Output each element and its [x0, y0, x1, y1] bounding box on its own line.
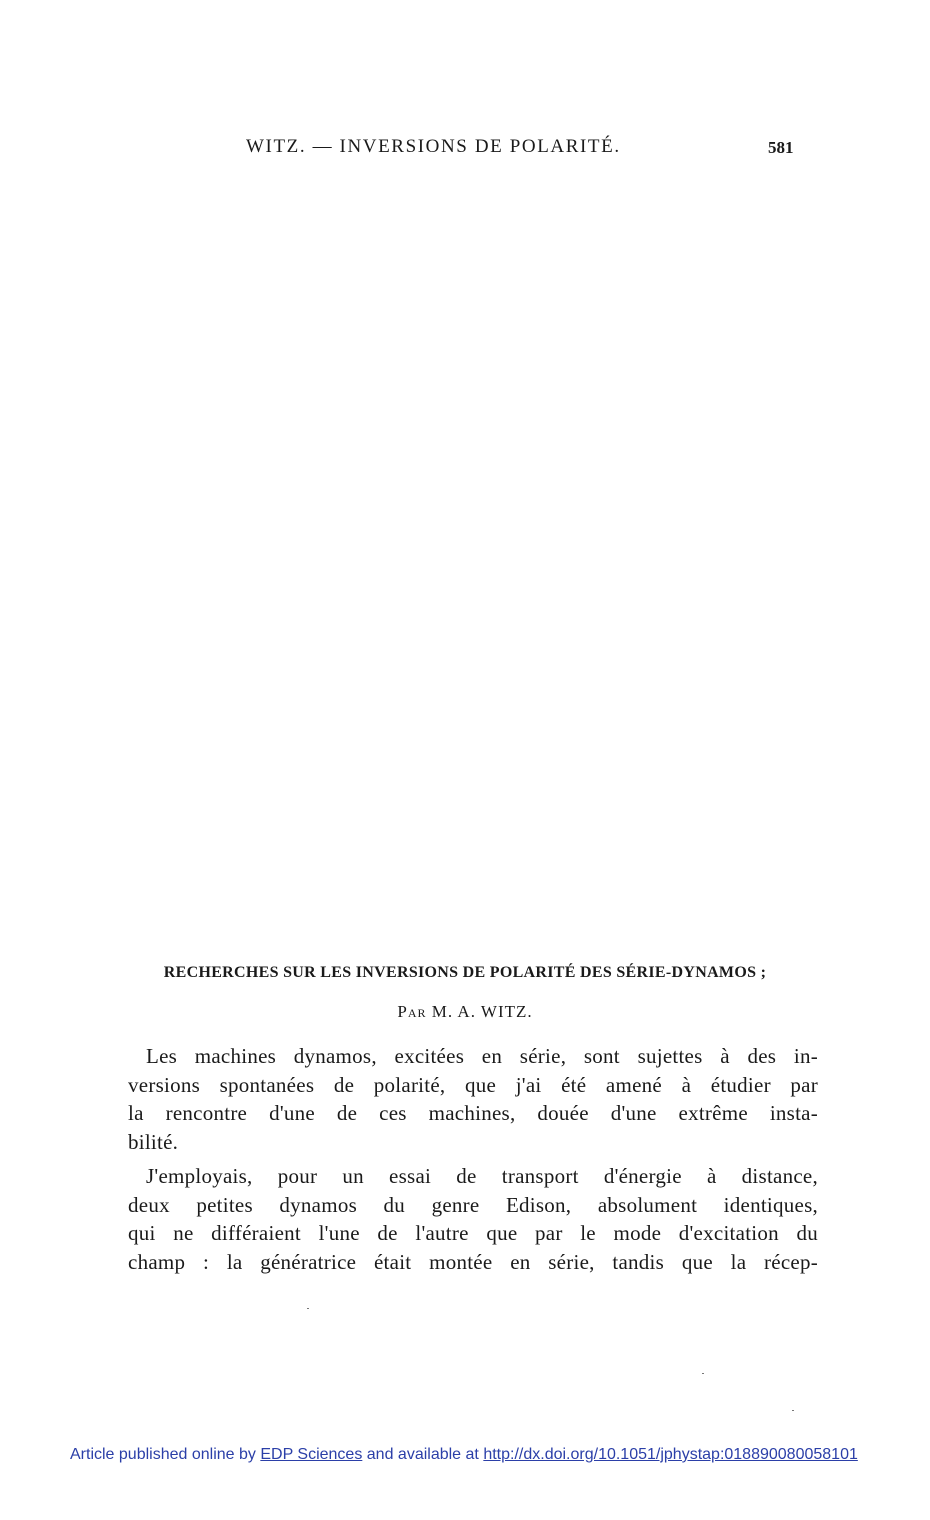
- text-line: deux petites dynamos du genre Edison, absolument identiques,: [128, 1192, 818, 1217]
- doi-link[interactable]: http://dx.doi.org/10.1051/jphystap:018890080058101: [483, 1446, 858, 1463]
- footer-middle: and available at: [366, 1446, 479, 1463]
- text-line: champ : la génératrice était montée en série, tandis que la récep-: [128, 1249, 818, 1274]
- footer-prefix: Article published online by: [70, 1446, 256, 1463]
- page-number: 581: [768, 138, 794, 157]
- running-head: WITZ. — INVERSIONS DE POLARITÉ.: [246, 136, 621, 157]
- scan-speck: [702, 1373, 704, 1374]
- publisher-link[interactable]: EDP Sciences: [260, 1446, 363, 1463]
- paragraph-1: [128, 1042, 818, 1156]
- text-line: J'employais, pour un essai de transport d'énergie à distance,: [146, 1164, 818, 1188]
- author-line: [0, 1002, 930, 1022]
- author-prefix: Par: [397, 1002, 427, 1021]
- scan-speck: [307, 1308, 309, 1309]
- text-line: Les machines dynamos, excitées en série, sont sujettes à des in-: [146, 1044, 818, 1068]
- article-title: RECHERCHES SUR LES INVERSIONS DE POLARITÉ DES SÉRIE-DYNAMOS ;: [163, 964, 767, 981]
- paragraph-2: [128, 1162, 818, 1276]
- text-line: bilité.: [128, 1129, 179, 1154]
- text-line: qui ne différaient l'une de l'autre que par le mode d'excitation du: [128, 1221, 818, 1246]
- scan-speck: [792, 1410, 794, 1411]
- text-line: la rencontre d'une de ces machines, douée d'une extrême insta-: [128, 1101, 818, 1126]
- text-line: versions spontanées de polarité, que j'ai été amené à étudier par: [128, 1072, 818, 1097]
- author-name: M. A. WITZ.: [431, 1002, 533, 1021]
- publication-footer: [70, 1446, 858, 1464]
